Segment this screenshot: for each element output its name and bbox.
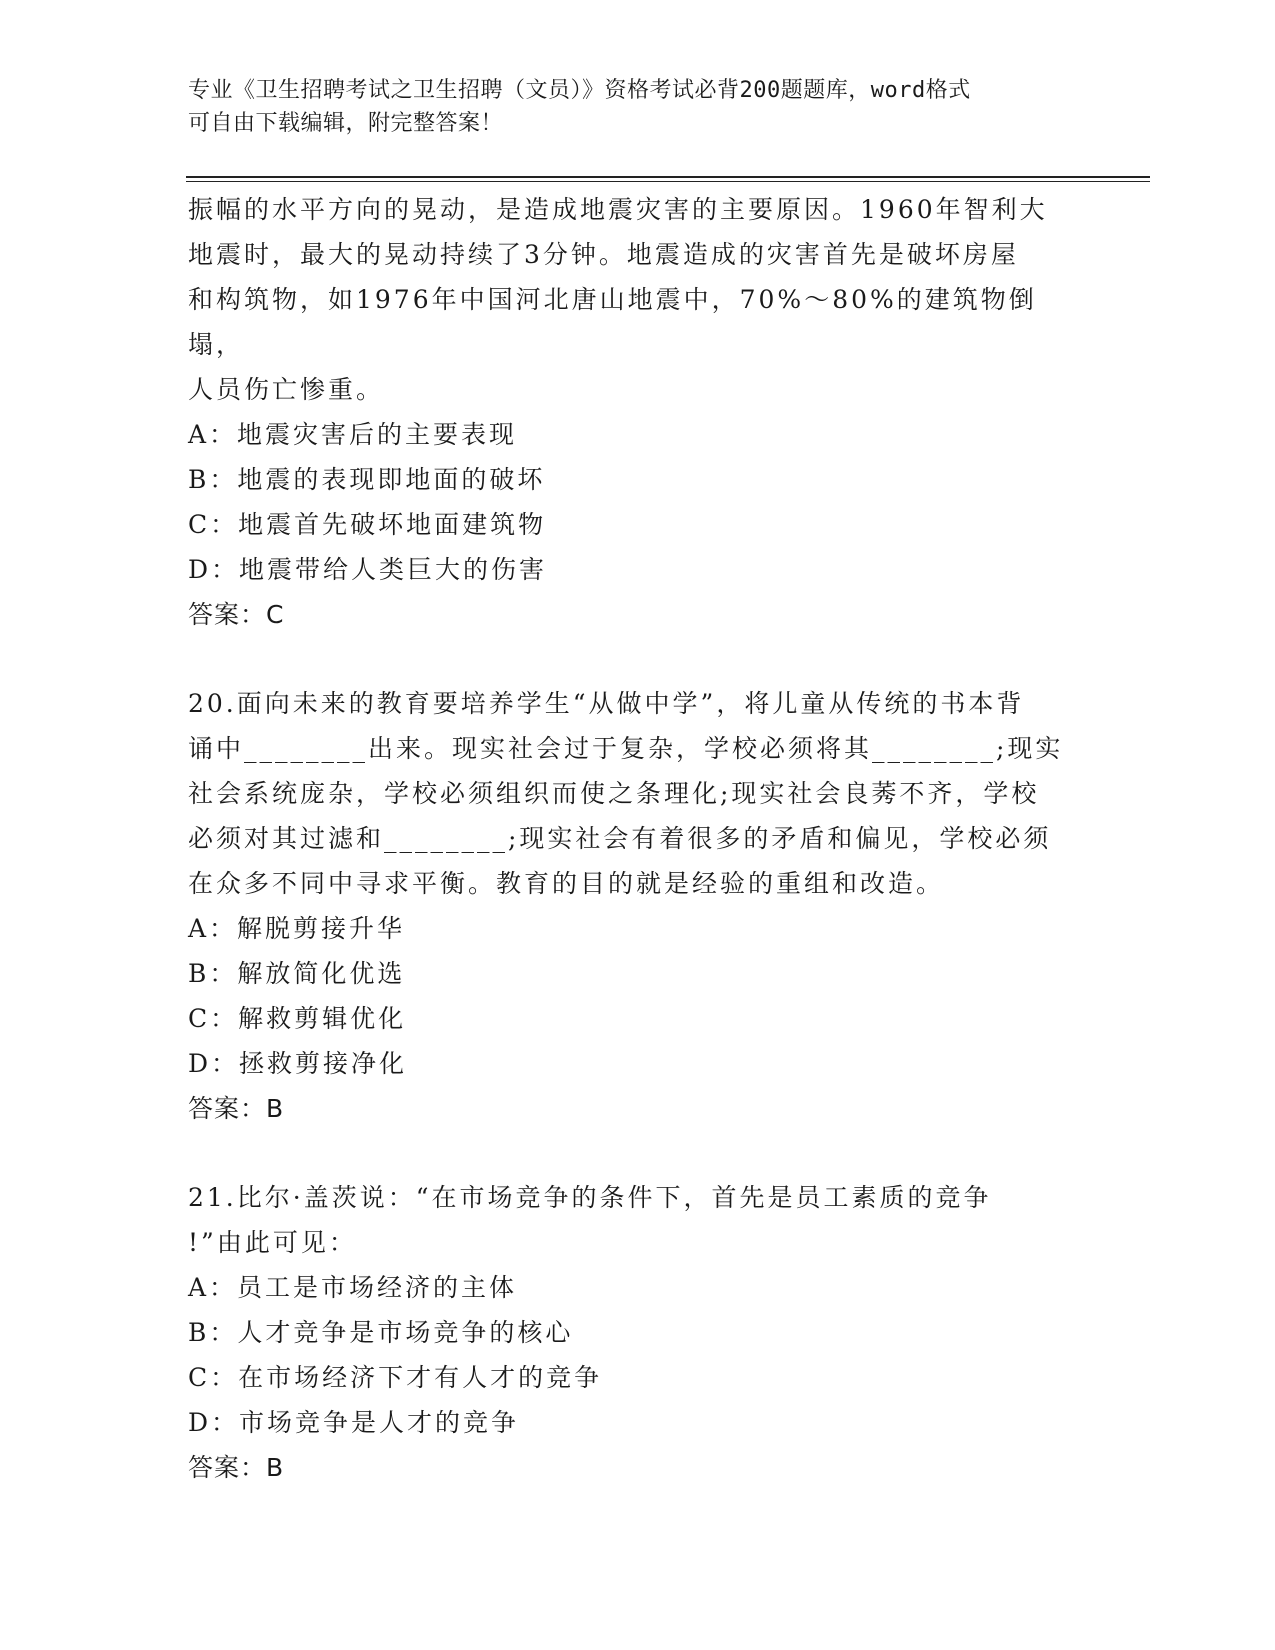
option-a: A：解脱剪接升华 [188,914,406,943]
question-text-line: 振幅的水平方向的晃动，是造成地震灾害的主要原因。1960年智利大 [188,195,1048,224]
question-19 [188,187,1068,637]
option-b: B：人才竞争是市场竞争的核心 [188,1318,574,1347]
spacer [188,637,1068,681]
question-text-line: 人员伤亡惨重。 [188,375,385,404]
option-b: B：地震的表现即地面的破坏 [188,465,546,494]
header-divider-thin [186,181,1150,182]
option-a: A：员工是市场经济的主体 [188,1273,518,1302]
spacer [188,1131,1068,1175]
question-text-line: 诵中________出来。现实社会过于复杂，学校必须将其________;现实 [188,734,1064,763]
question-text-line: !”由此可见： [188,1228,357,1257]
option-c: C：解救剪辑优化 [188,1004,407,1033]
question-text-line: 20.面向未来的教育要培养学生“从做中学”，将儿童从传统的书本背 [188,689,1025,718]
header-divider-thick [186,176,1150,178]
option-a: A：地震灾害后的主要表现 [188,420,518,449]
option-c: C：地震首先破坏地面建筑物 [188,510,547,539]
question-text-line: 在众多不同中寻求平衡。教育的目的就是经验的重组和改造。 [188,869,945,898]
question-21 [188,1175,1068,1490]
option-d: D：市场竞争是人才的竞争 [188,1408,520,1437]
question-text-line: 和构筑物，如1976年中国河北唐山地震中，70%～80%的建筑物倒塌， [188,285,1037,359]
question-20 [188,681,1068,1131]
document-body [188,187,1068,1490]
option-b: B：解放简化优选 [188,959,406,988]
option-c: C：在市场经济下才有人才的竞争 [188,1363,603,1392]
option-d: D：拯救剪接净化 [188,1049,408,1078]
document-header [188,74,1068,140]
question-text-line: 社会系统庞杂，学校必须组织而使之条理化;现实社会良莠不齐，学校 [188,779,1040,808]
answer-line: 答案：C [188,600,285,629]
answer-line: 答案：B [188,1453,285,1482]
header-line-1: 专业《卫生招聘考试之卫生招聘（文员）》资格考试必背200题题库，word格式 [188,78,971,103]
header-line-2: 可自由下载编辑，附完整答案！ [188,111,504,136]
question-text-line: 21.比尔·盖茨说：“在市场竞争的条件下，首先是员工素质的竞争 [188,1183,992,1212]
question-text-line: 地震时，最大的晃动持续了3分钟。地震造成的灾害首先是破坏房屋 [188,240,1019,269]
answer-line: 答案：B [188,1094,285,1123]
question-text-line: 必须对其过滤和________;现实社会有着很多的矛盾和偏见，学校必须 [188,824,1052,853]
option-d: D：地震带给人类巨大的伤害 [188,555,548,584]
